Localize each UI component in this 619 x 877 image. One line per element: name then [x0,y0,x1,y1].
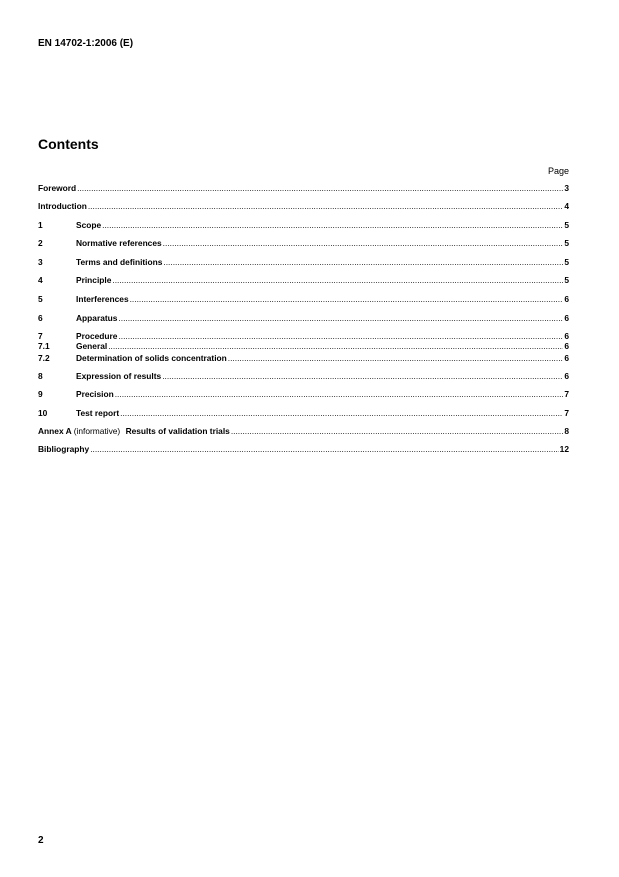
toc-entry-expression-of-results[interactable] [38,371,569,382]
toc-entry-label: Procedure [76,331,118,341]
toc-entry-label: Terms and definitions [76,257,163,267]
toc-entry-label: Expression of results [76,371,162,381]
toc-entry-label: Normative references [76,238,162,248]
toc-leader-dots [228,353,564,364]
toc-entry-page: 5 [564,275,569,285]
toc-entry-number: 5 [38,294,43,304]
toc-entry-label: General [76,341,108,351]
toc-entry-apparatus[interactable] [38,313,569,324]
toc-entry-determination-of-solids[interactable] [38,353,569,364]
toc-entry-label: Introduction [38,201,87,211]
toc-leader-dots [163,257,563,268]
toc-leader-dots [130,294,564,305]
toc-entry-page: 5 [564,257,569,267]
toc-entry-normative-references[interactable] [38,238,569,249]
toc-entry-label: Bibliography [38,444,90,454]
toc-entry-page: 8 [564,426,569,436]
toc-entry-label: Test report [76,408,120,418]
toc-entry-introduction[interactable] [38,201,569,212]
toc-leader-dots [88,201,563,212]
toc-entry-principle[interactable] [38,275,569,286]
toc-leader-dots [231,426,564,437]
toc-entry-number: 6 [38,313,43,323]
toc-entry-page: 3 [564,183,569,193]
toc-entry-page: 12 [559,444,569,454]
toc-entry-page: 6 [564,331,569,341]
toc-entry-number: 7.1 [38,341,50,351]
annex-title: Results of validation trials [125,426,230,436]
toc-entry-page: 6 [564,294,569,304]
page-column-label: Page [547,166,569,176]
toc-entry-page: 7 [564,389,569,399]
annex-prefix: Annex A [38,426,72,436]
toc-entry-page: 6 [564,353,569,363]
toc-leader-dots [120,408,563,419]
toc-entry-annex-a[interactable] [38,426,569,437]
toc-entry-scope[interactable] [38,220,569,231]
toc-entry-label: Precision [76,389,114,399]
toc-entry-page: 6 [564,313,569,323]
toc-entry-page: 7 [564,408,569,418]
toc-entry-label [38,426,230,437]
toc-entry-page: 6 [564,371,569,381]
toc-entry-general[interactable] [38,341,569,352]
toc-entry-number: 2 [38,238,43,248]
toc-leader-dots [115,389,564,400]
toc-entry-precision[interactable] [38,389,569,400]
toc-leader-dots [77,183,563,194]
toc-entry-label: Apparatus [76,313,118,323]
toc-leader-dots [112,275,563,286]
page-number: 2 [38,835,44,846]
toc-leader-dots [108,341,563,352]
toc-leader-dots [90,444,558,455]
toc-entry-number: 8 [38,371,43,381]
toc-entry-number: 10 [38,408,48,418]
toc-entry-interferences[interactable] [38,294,569,305]
toc-leader-dots [102,220,563,231]
toc-entry-label: Foreword [38,183,77,193]
toc-leader-dots [162,371,563,382]
contents-title: Contents [38,136,99,152]
toc-entry-bibliography[interactable] [38,444,569,455]
toc-leader-dots [118,313,563,324]
toc-entry-page: 5 [564,220,569,230]
toc-entry-page: 5 [564,238,569,248]
toc-entry-number: 9 [38,389,43,399]
document-id: EN 14702-1:2006 (E) [38,38,134,49]
toc-entry-test-report[interactable] [38,408,569,419]
toc-entry-number: 7 [38,331,43,341]
toc-entry-label: Scope [76,220,102,230]
toc-entry-number: 4 [38,275,43,285]
toc-entry-label: Interferences [76,294,129,304]
toc-entry-number: 3 [38,257,43,267]
toc-entry-foreword[interactable] [38,183,569,194]
toc-entry-label: Determination of solids concentration [76,353,227,363]
toc-entry-page: 6 [564,341,569,351]
toc-entry-page: 4 [564,201,569,211]
toc-entry-number: 1 [38,220,43,230]
annex-note: (informative) [73,426,121,436]
toc-entry-terms-and-definitions[interactable] [38,257,569,268]
toc-leader-dots [163,238,564,249]
toc-entry-label: Principle [76,275,112,285]
toc-entry-number: 7.2 [38,353,50,363]
